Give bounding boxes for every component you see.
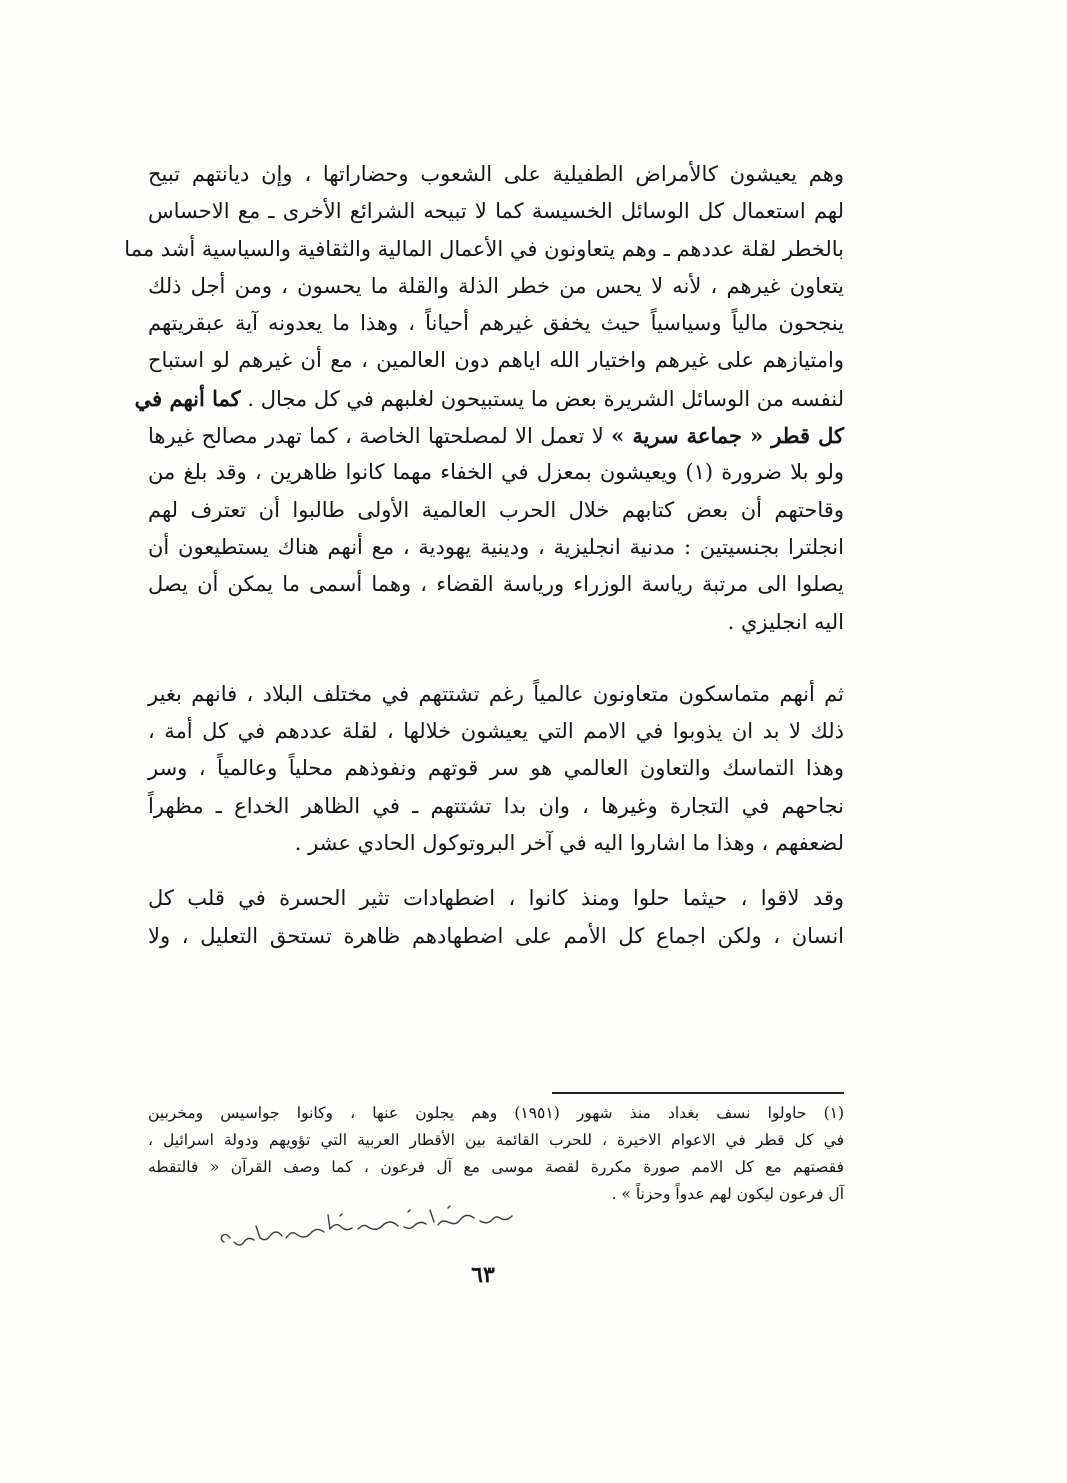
text-line: يتعاون غيرهم ، لأنه لا يحس من خطر الذلة والقلة ما يحسون ، ومن أجل ذلك bbox=[148, 273, 845, 298]
text-line: انجلترا بجنسيتين : مدنية انجليزية ، ودينية يهودية ، مع أنهم هناك يستطيعون أن bbox=[148, 534, 844, 559]
paragraph-2 bbox=[148, 676, 844, 862]
text-line: نجاحهم في التجارة وغيرها ، وان بدا تشتتهم ـ في الظاهر الخداع ـ مظهراً bbox=[148, 793, 844, 818]
page-number: ٦٣ bbox=[471, 1262, 495, 1288]
text-line bbox=[134, 380, 844, 417]
text-line: لضعفهم ، وهذا ما اشاروا اليه في آخر البروتوكول الحادي عشر . bbox=[294, 831, 844, 856]
text-line: انسان ، ولكن اجماع كل الأمم على اضطهادهم ظاهرة تستحق التعليل ، ولا bbox=[148, 923, 844, 948]
main-text bbox=[124, 156, 845, 955]
text-line: لهم استعمال كل الوسائل الخسيسة كما لا تبيحه الشرائع الأخرى ـ مع الاحساس bbox=[148, 199, 844, 224]
footnote-line: آل فرعون ليكون لهم عدواً وحزناً » . bbox=[611, 1185, 844, 1203]
text-line: وامتيازهم على غيرهم واختيار الله اياهم دون العالمين ، مع أن غيرهم لو استباح bbox=[148, 348, 844, 373]
paragraph-spacer bbox=[148, 641, 844, 676]
text-line: اليه انجليزي . bbox=[727, 609, 844, 634]
text-line: ينجحون مالياً وسياسياً حيث يخفق غيرهم أحياناً ، وهذا ما يعدونه آية عبقريتهم bbox=[148, 311, 844, 336]
bold-text: كل قطر « جماعة سرية » bbox=[611, 423, 845, 449]
footnote-line: فقصتهم مع كل الامم صورة مكررة لقصة موسى مع آل فرعون ، كما وصف القرآن « فالتقطه bbox=[148, 1158, 844, 1176]
paragraph-spacer bbox=[148, 862, 844, 880]
footnote-separator bbox=[552, 1092, 844, 1094]
text-line: ولو بلا ضرورة (١) ويعيشون بمعزل في الخفاء مهما كانوا ظاهرين ، وقد بلغ من bbox=[148, 460, 845, 485]
text-line: ذلك لا بد ان يذوبوا في الامم التي يعيشون خلالها ، لقلة عددهم في كل أمة ، bbox=[148, 719, 844, 744]
footnote-line: في كل قطر في الاعوام الاخيرة ، للحرب القائمة بين الأقطار العربية التي تؤويهم ودولة اسرائيل ، bbox=[148, 1131, 844, 1149]
text-segment: لنفسه من الوسائل الشريرة بعض ما يستبيحون لغلبهم في كل مجال . bbox=[247, 386, 844, 411]
text-segment: لا تعمل الا لمصلحتها الخاصة ، كما تهدر مصالح غيرها bbox=[148, 424, 604, 449]
text-line: بالخطر لقلة عددهم ـ وهم يتعاونون في الأعمال المالية والثقافية والسياسية أشد مما bbox=[124, 236, 844, 261]
text-line: وقاحتهم أن بعض كتابهم خلال الحرب العالمية الأولى طالبوا أن تعترف لهم bbox=[148, 497, 844, 522]
text-line: ثم أنهم متماسكون متعاونون عالمياً رغم تشتتهم في مختلف البلاد ، فانهم بغير bbox=[148, 681, 844, 706]
paragraph-3 bbox=[148, 880, 844, 955]
text-line: وهم يعيشون كالأمراض الطفيلية على الشعوب وحضاراتها ، وإن ديانتهم تبيح bbox=[148, 162, 844, 186]
text-line bbox=[148, 417, 844, 454]
paragraph-1 bbox=[124, 156, 845, 641]
footnote bbox=[148, 1100, 844, 1208]
bold-text: كما أنهم في bbox=[134, 385, 241, 411]
text-line: وقد لاقوا ، حيثما حلوا ومنذ كانوا ، اضطهادات تثير الحسرة في قلب كل bbox=[148, 886, 844, 911]
text-line: يصلوا الى مرتبة رياسة الوزراء ورياسة القضاء ، وهما أسمى ما يمكن أن يصل bbox=[148, 572, 844, 597]
text-line: وهذا التماسك والتعاون العالمي هو سر قوتهم ونفوذهم محلياً وعالمياً ، وسر bbox=[148, 756, 844, 781]
footnote-line: (١) حاولوا نسف بغداد منذ شهور (١٩٥١) وهم يجلون عنها ، وكانوا جواسيس ومخربين bbox=[148, 1104, 845, 1122]
handwritten-annotation bbox=[212, 1196, 532, 1260]
